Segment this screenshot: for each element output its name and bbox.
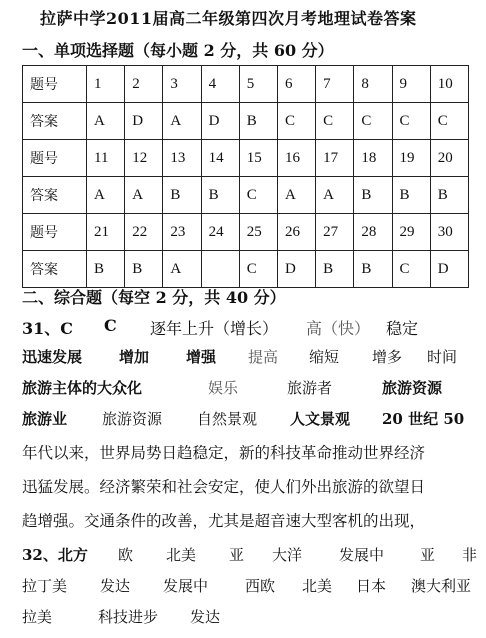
table-cell: 17 — [316, 140, 354, 177]
table-cell: 29 — [392, 214, 430, 251]
q31-answer-10: 缩短 — [309, 348, 340, 366]
table-cell: A — [277, 177, 315, 214]
q31-para-line-3: 趋增强。交通条件的改善，尤其是超音速大型客机的出现， — [22, 512, 426, 530]
table-cell: C — [316, 103, 354, 140]
q31-answer-2: C — [104, 316, 117, 335]
table-cell: 16 — [277, 140, 315, 177]
section-heading-comprehensive: 二、综合题（每空 2 分，共 40 分） — [22, 288, 286, 307]
table-cell: 24 — [201, 214, 239, 251]
table-cell: C — [430, 103, 468, 140]
q32-answer-12: 西欧 — [245, 577, 276, 595]
table-cell: 25 — [239, 214, 277, 251]
table-cell: A — [316, 177, 354, 214]
row-label: 题号 — [23, 214, 87, 251]
table-cell: D — [277, 251, 315, 288]
q31-answer-6: 迅速发展 — [22, 348, 83, 366]
table-cell: 27 — [316, 214, 354, 251]
table-cell: 30 — [430, 214, 468, 251]
table-cell: 14 — [201, 140, 239, 177]
table-cell: C — [392, 103, 430, 140]
q32-answer-10: 发达 — [100, 577, 131, 595]
table-cell: 8 — [354, 66, 392, 103]
section-heading-choice: 一、单项选择题（每小题 2 分，共 60 分） — [22, 41, 334, 60]
table-cell: C — [239, 251, 277, 288]
table-row — [23, 251, 469, 288]
table-cell: A — [87, 177, 125, 214]
row-label: 题号 — [23, 140, 87, 177]
q31-answer-7: 增加 — [119, 348, 150, 366]
q31-para-line-2: 迅猛发展。经济繁荣和社会安定，使人们外出旅游的欲望日 — [22, 478, 426, 496]
table-cell: 18 — [354, 140, 392, 177]
table-cell: B — [125, 251, 163, 288]
q32-answer-3: 北美 — [166, 546, 197, 564]
table-cell: 2 — [125, 66, 163, 103]
table-cell: B — [316, 251, 354, 288]
table-cell: B — [201, 177, 239, 214]
table-cell: D — [125, 103, 163, 140]
table-cell: 23 — [163, 214, 201, 251]
q31-answer-20: 人文景观 — [290, 410, 351, 428]
q32-answer-5: 大洋 — [272, 546, 303, 564]
q32-answer-7: 亚 — [420, 546, 436, 564]
q31-answer-12: 时间 — [427, 348, 458, 366]
q31-answer-4: 高（快） — [306, 319, 371, 338]
table-cell: 26 — [277, 214, 315, 251]
q32-answer-9: 拉丁美 — [22, 577, 68, 595]
table-row — [23, 103, 469, 140]
q31-answer-11: 增多 — [372, 348, 403, 366]
row-label: 题号 — [23, 66, 87, 103]
table-cell: B — [239, 103, 277, 140]
q32-answer-18: 发达 — [190, 608, 221, 626]
q31-answer-21: 20 世纪 50 — [382, 410, 465, 428]
table-cell: D — [430, 251, 468, 288]
q32-answer-15: 澳大利亚 — [411, 577, 472, 595]
q32-answer-1: 32、北方 — [22, 546, 88, 564]
q31-answer-5: 稳定 — [386, 319, 419, 338]
table-cell: A — [163, 103, 201, 140]
table-cell: 15 — [239, 140, 277, 177]
table-cell: 11 — [87, 140, 125, 177]
table-row — [23, 214, 469, 251]
row-label: 答案 — [23, 103, 87, 140]
q31-answer-9: 提高 — [248, 348, 279, 366]
table-cell: 22 — [125, 214, 163, 251]
table-cell: A — [163, 251, 201, 288]
table-cell: 28 — [354, 214, 392, 251]
q31-answer-8: 增强 — [186, 348, 217, 366]
q31-answer-14: 娱乐 — [208, 379, 239, 397]
table-cell: B — [354, 177, 392, 214]
table-cell: 20 — [430, 140, 468, 177]
table-cell: 10 — [430, 66, 468, 103]
table-cell: D — [201, 103, 239, 140]
q31-answer-18: 旅游资源 — [102, 410, 163, 428]
q32-answer-17: 科技进步 — [98, 608, 159, 626]
table-cell: 4 — [201, 66, 239, 103]
answer-table — [22, 65, 469, 288]
table-cell: 21 — [87, 214, 125, 251]
table-row — [23, 66, 469, 103]
table-cell: A — [125, 177, 163, 214]
table-cell: C — [239, 177, 277, 214]
q31-answer-15: 旅游者 — [287, 379, 333, 397]
row-label: 答案 — [23, 177, 87, 214]
table-cell: 6 — [277, 66, 315, 103]
table-cell: 13 — [163, 140, 201, 177]
table-cell — [201, 251, 239, 288]
table-cell: C — [392, 251, 430, 288]
table-cell: B — [163, 177, 201, 214]
q32-answer-8: 非 — [462, 546, 478, 564]
table-cell: C — [354, 103, 392, 140]
q32-answer-6: 发展中 — [339, 546, 385, 564]
row-label: 答案 — [23, 251, 87, 288]
table-cell: 1 — [87, 66, 125, 103]
table-cell: 19 — [392, 140, 430, 177]
q32-answer-11: 发展中 — [163, 577, 209, 595]
table-row — [23, 140, 469, 177]
table-cell: B — [354, 251, 392, 288]
q32-answer-16: 拉美 — [22, 608, 53, 626]
table-cell: C — [277, 103, 315, 140]
q31-answer-3: 逐年上升（增长） — [150, 319, 279, 338]
table-cell: B — [430, 177, 468, 214]
table-cell: 5 — [239, 66, 277, 103]
table-cell: 3 — [163, 66, 201, 103]
q31-answer-19: 自然景观 — [197, 410, 258, 428]
table-cell: 9 — [392, 66, 430, 103]
table-cell: 12 — [125, 140, 163, 177]
q31-answer-1: 31、C — [22, 319, 74, 338]
q32-answer-13: 北美 — [302, 577, 333, 595]
q32-answer-2: 欧 — [118, 546, 134, 564]
table-cell: B — [87, 251, 125, 288]
q31-answer-17: 旅游业 — [22, 410, 68, 428]
table-cell: B — [392, 177, 430, 214]
q32-answer-4: 亚 — [229, 546, 245, 564]
page-title: 拉萨中学2011届高二年级第四次月考地理试卷答案 — [40, 9, 417, 28]
q31-para-line-1: 年代以来，世界局势日趋稳定，新的科技革命推动世界经济 — [22, 444, 426, 462]
table-row — [23, 177, 469, 214]
q31-answer-13: 旅游主体的大众化 — [22, 379, 143, 397]
q32-answer-14: 日本 — [356, 577, 387, 595]
table-cell: A — [87, 103, 125, 140]
table-cell: 7 — [316, 66, 354, 103]
q31-answer-16: 旅游资源 — [382, 379, 443, 397]
